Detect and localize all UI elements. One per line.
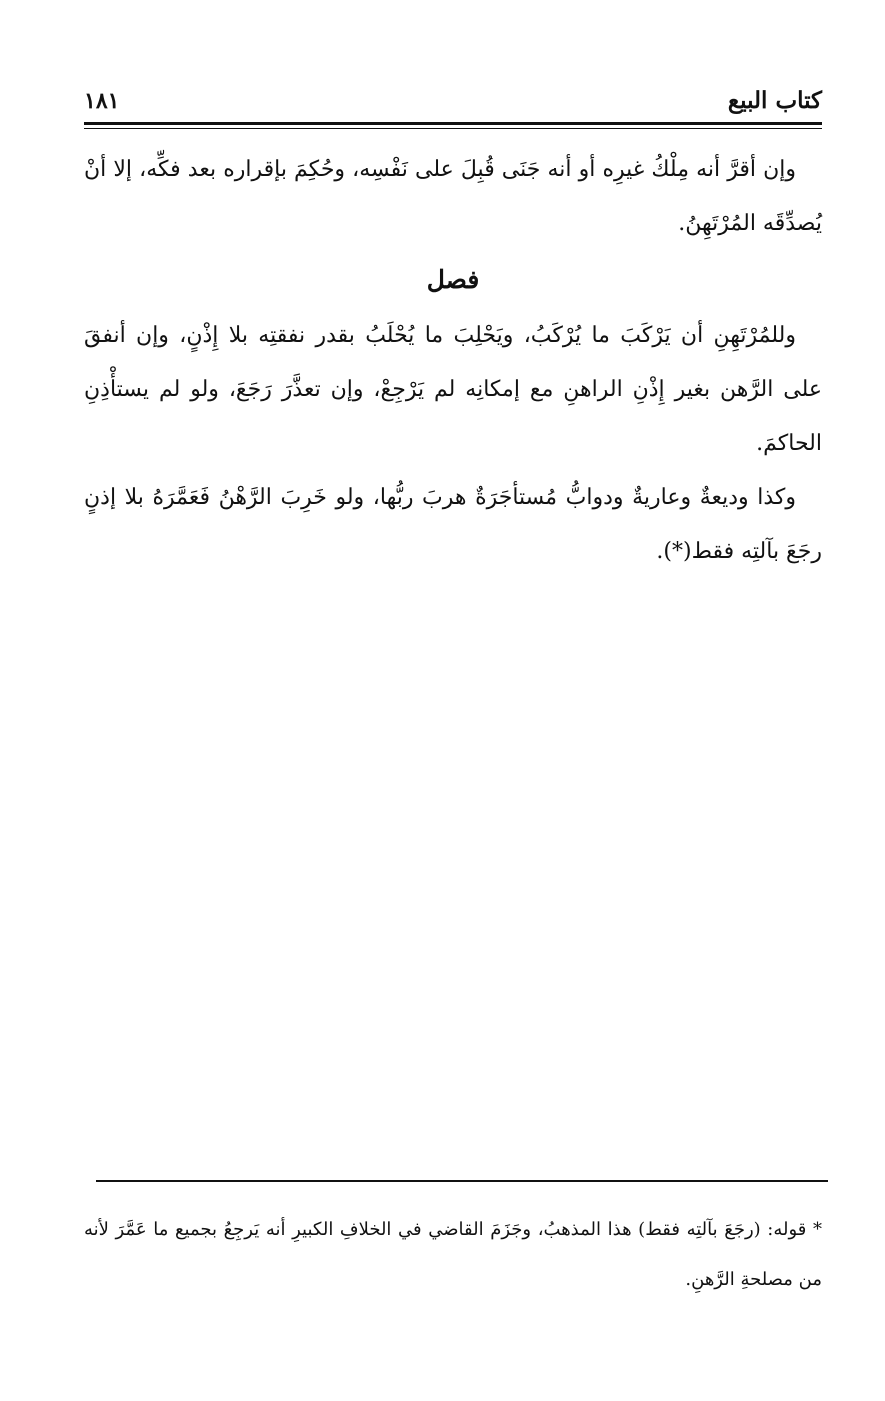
- section-heading: فصل: [426, 265, 480, 294]
- paragraph-1: وإن أقرَّ أنه مِلْكُ غيرِه أو أنه جَنَى قُبِلَ على نَفْسِه، وحُكِمَ بإقراره بعد فكِّه، إلا أنْ يُصدِّقَه المُرْتَهِنُ.: [84, 157, 822, 236]
- paragraph-3: وكذا وديعةٌ وعاريةٌ ودوابُّ مُستأجَرَةٌ هربَ ربُّها، ولو خَرِبَ الرَّهْنُ فَعَمَّرَهُ بلا إذنٍ رجَعَ بآلتِه فقط(*).: [84, 485, 822, 564]
- header-rule-thick: [84, 122, 822, 125]
- main-text: [84, 143, 822, 579]
- footnote-text: * قوله: (رجَعَ بآلتِه فقط) هذا المذهبُ، وجَزَمَ القاضي في الخلافِ الكبيرِ أنه يَرجِعُ بجميع ما عَمَّرَ لأنه من مصلحةِ الرَّهنِ.: [84, 1219, 822, 1290]
- header-rule-thin: [84, 128, 822, 129]
- footnote: [84, 1205, 822, 1305]
- page-header: [84, 86, 822, 122]
- page-number: ١٨١: [84, 88, 120, 114]
- paragraph-2: وللمُرْتَهِنِ أن يَرْكَبَ ما يُرْكَبُ، ويَحْلِبَ ما يُحْلَبُ بقدر نفقتِه بلا إِذْنٍ، وإن أنفقَ على الرَّهن بغير إِذْنِ الراهنِ مع إمكانِه لم يَرْجِعْ، وإن تعذَّرَ رَجَعَ، ولو لم يستأْذِنِ الحاكمَ.: [84, 323, 822, 456]
- running-title: كتاب البيع: [727, 87, 822, 114]
- footnote-separator: [96, 1180, 828, 1182]
